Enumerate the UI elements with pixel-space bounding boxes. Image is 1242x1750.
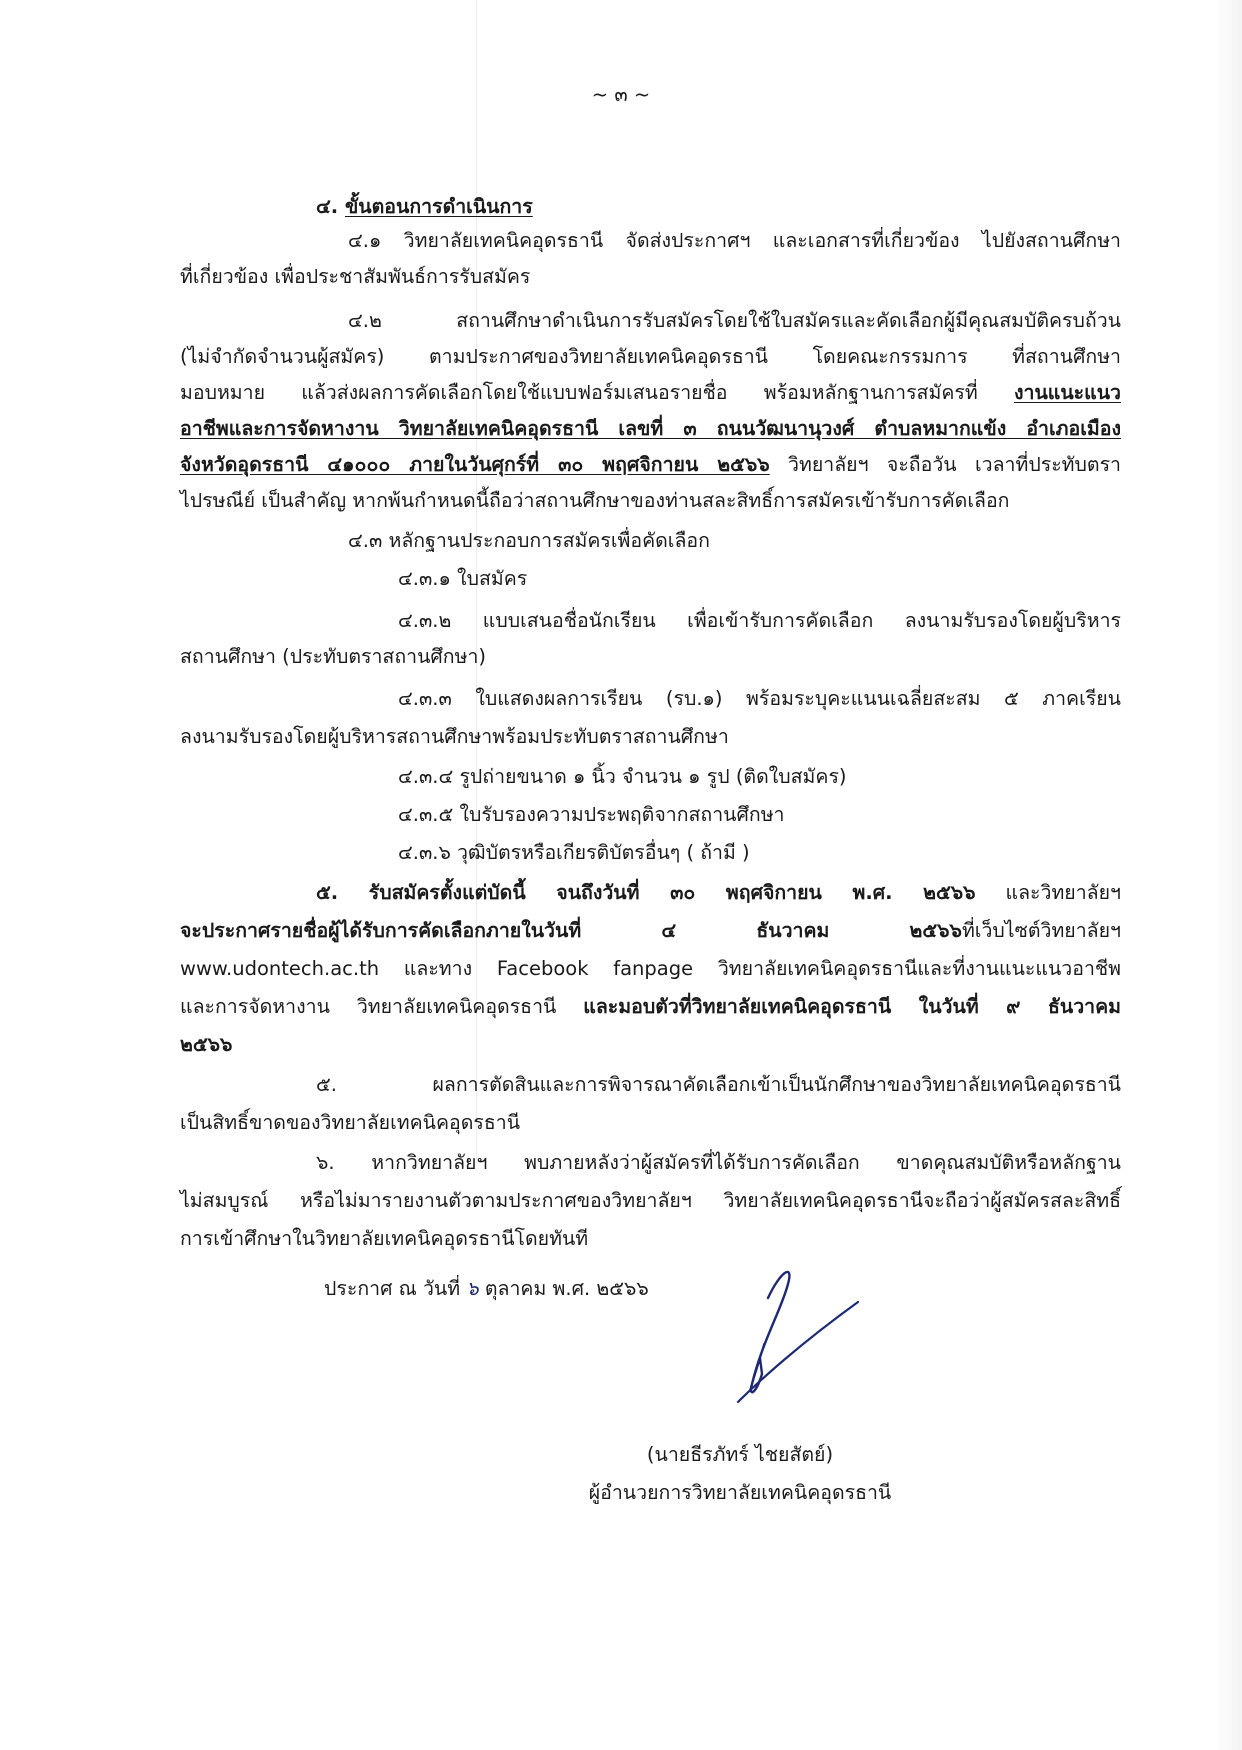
p6-line2: ไม่สมบูรณ์ หรือไม่มารายงานตัวตามประกาศของวิทยาลัยฯ วิทยาลัยเทคนิคอุดรธานีจะถือว่าผู้สมัครสละสิทธิ์	[180, 1189, 1121, 1212]
p42-line2: (ไม่จำกัดจำนวนผู้สมัคร) ตามประกาศของวิทยาลัยเทคนิคอุดรธานี โดยคณะกรรมการ ที่สถานศึกษา	[180, 345, 1121, 368]
announce-day: ๖	[466, 1277, 479, 1300]
p5a-line2-plain: ที่เว็บไซต์วิทยาลัยฯ	[961, 919, 1121, 942]
p43-item2-line1: ๔.๓.๒ แบบเสนอชื่อนักเรียน เพื่อเข้ารับการคัดเลือก ลงนามรับรองโดยผู้บริหาร	[398, 609, 1121, 632]
p42-line3	[180, 378, 1121, 408]
section-number: ๔.	[316, 195, 339, 218]
scan-edge-shadow	[1214, 0, 1242, 1750]
p5a-line2	[180, 916, 1121, 946]
p42-line3-plain: มอบหมาย แล้วส่งผลการคัดเลือกโดยใช้แบบฟอร์มเสนอรายชื่อ พร้อมหลักฐานการสมัครที่	[180, 381, 1014, 404]
p43-item1: ๔.๓.๑ ใบสมัคร	[398, 567, 528, 590]
p43-item2-line2: สถานศึกษา (ประทับตราสถานศึกษา)	[180, 645, 487, 668]
p5a-line1-bold: ๕. รับสมัครตั้งแต่บัดนี้ จนถึงวันที่ ๓๐ พฤศจิกายน พ.ศ. ๒๕๖๖	[316, 881, 976, 904]
p5b-line2: เป็นสิทธิ์ขาดของวิทยาลัยเทคนิคอุดรธานี	[180, 1111, 521, 1134]
announce-suffix: ตุลาคม พ.ศ. ๒๕๖๖	[478, 1277, 649, 1300]
p5a-line4-bold: และมอบตัวที่วิทยาลัยเทคนิคอุดรธานี ในวันที่ ๙ ธันวาคม	[583, 995, 1121, 1018]
p42-line5	[180, 450, 1121, 480]
p42-line5-plain: วิทยาลัยฯ จะถือวัน เวลาที่ประทับตรา	[769, 453, 1121, 476]
p43-title: ๔.๓ หลักฐานประกอบการสมัครเพื่อคัดเลือก	[348, 529, 710, 552]
p42-line4: อาชีพและการจัดหางาน วิทยาลัยเทคนิคอุดรธานี เลขที่ ๓ ถนนวัฒนานุวงศ์ ตำบลหมากแข้ง อำเภอเมือง	[180, 417, 1121, 440]
p6-line3: การเข้าศึกษาในวิทยาลัยเทคนิคอุดรธานีโดยทันที	[180, 1227, 589, 1250]
p6-line1: ๖. หากวิทยาลัยฯ พบภายหลังว่าผู้สมัครที่ได้รับการคัดเลือก ขาดคุณสมบัติหรือหลักฐาน	[316, 1151, 1121, 1174]
p41-line1: ๔.๑ วิทยาลัยเทคนิคอุดรธานี จัดส่งประกาศฯ และเอกสารที่เกี่ยวข้อง ไปยังสถานศึกษา	[348, 229, 1121, 252]
announce-date	[324, 1274, 649, 1304]
p43-item4: ๔.๓.๔ รูปถ่ายขนาด ๑ นิ้ว จำนวน ๑ รูป (ติดใบสมัคร)	[398, 765, 847, 788]
p5a-line5: ๒๕๖๖	[180, 1033, 233, 1056]
p43-item6: ๔.๓.๖ วุฒิบัตรหรือเกียรติบัตรอื่นๆ ( ถ้ามี )	[398, 841, 750, 864]
section-title: ขั้นตอนการดำเนินการ	[344, 195, 533, 218]
p43-item3-line1: ๔.๓.๓ ใบแสดงผลการเรียน (รบ.๑) พร้อมระบุคะแนนเฉลี่ยสะสม ๕ ภาคเรียน	[398, 687, 1121, 710]
p5a-line1-plain: และวิทยาลัยฯ	[975, 881, 1121, 904]
p5a-line2-bold: จะประกาศรายชื่อผู้ได้รับการคัดเลือกภายในวันที่ ๔ ธันวาคม ๒๕๖๖	[180, 919, 962, 942]
p42-line6: ไปรษณีย์ เป็นสำคัญ หากพ้นกำหนดนี้ถือว่าสถานศึกษาของท่านสละสิทธิ์การสมัครเข้ารับการคัดเลือก	[180, 489, 1010, 512]
p42-line1: ๔.๒ สถานศึกษาดำเนินการรับสมัครโดยใช้ใบสมัครและคัดเลือกผู้มีคุณสมบัติครบถ้วน	[348, 309, 1121, 332]
signature	[690, 1262, 870, 1412]
signer-position: ผู้อำนวยการวิทยาลัยเทคนิคอุดรธานี	[588, 1481, 892, 1504]
p41-line2: ที่เกี่ยวข้อง เพื่อประชาสัมพันธ์การรับสมัคร	[180, 265, 531, 288]
p42-line3-bold: งานแนะแนว	[1013, 381, 1121, 404]
signature-mark	[690, 1262, 870, 1412]
page-number: ~ ๓ ~	[591, 83, 651, 106]
p42-line5-bold: จังหวัดอุดรธานี ๔๑๐๐๐ ภายในวันศุกร์ที่ ๓๐ พฤศจิกายน ๒๕๖๖	[180, 453, 770, 476]
p43-item3-line2: ลงนามรับรองโดยผู้บริหารสถานศึกษาพร้อมประทับตราสถานศึกษา	[180, 725, 729, 748]
p5a-line3: www.udontech.ac.th และทาง Facebook fanpage วิทยาลัยเทคนิคอุดรธานีและที่งานแนะแนวอาชีพ	[180, 957, 1121, 980]
signer-name: (นายธีรภัทร์ ไชยสัตย์)	[646, 1443, 834, 1466]
p5a-line4-plain: และการจัดหางาน วิทยาลัยเทคนิคอุดรธานี	[180, 995, 584, 1018]
p5b-line1: ๕. ผลการตัดสินและการพิจารณาคัดเลือกเข้าเป็นนักศึกษาของวิทยาลัยเทคนิคอุดรธานี	[316, 1073, 1121, 1096]
p5a-line4	[180, 992, 1121, 1022]
announce-prefix: ประกาศ ณ วันที่	[324, 1277, 467, 1300]
p43-item5: ๔.๓.๕ ใบรับรองความประพฤติจากสถานศึกษา	[398, 803, 785, 826]
p5a-line1	[316, 878, 1121, 908]
section-heading	[316, 192, 533, 222]
